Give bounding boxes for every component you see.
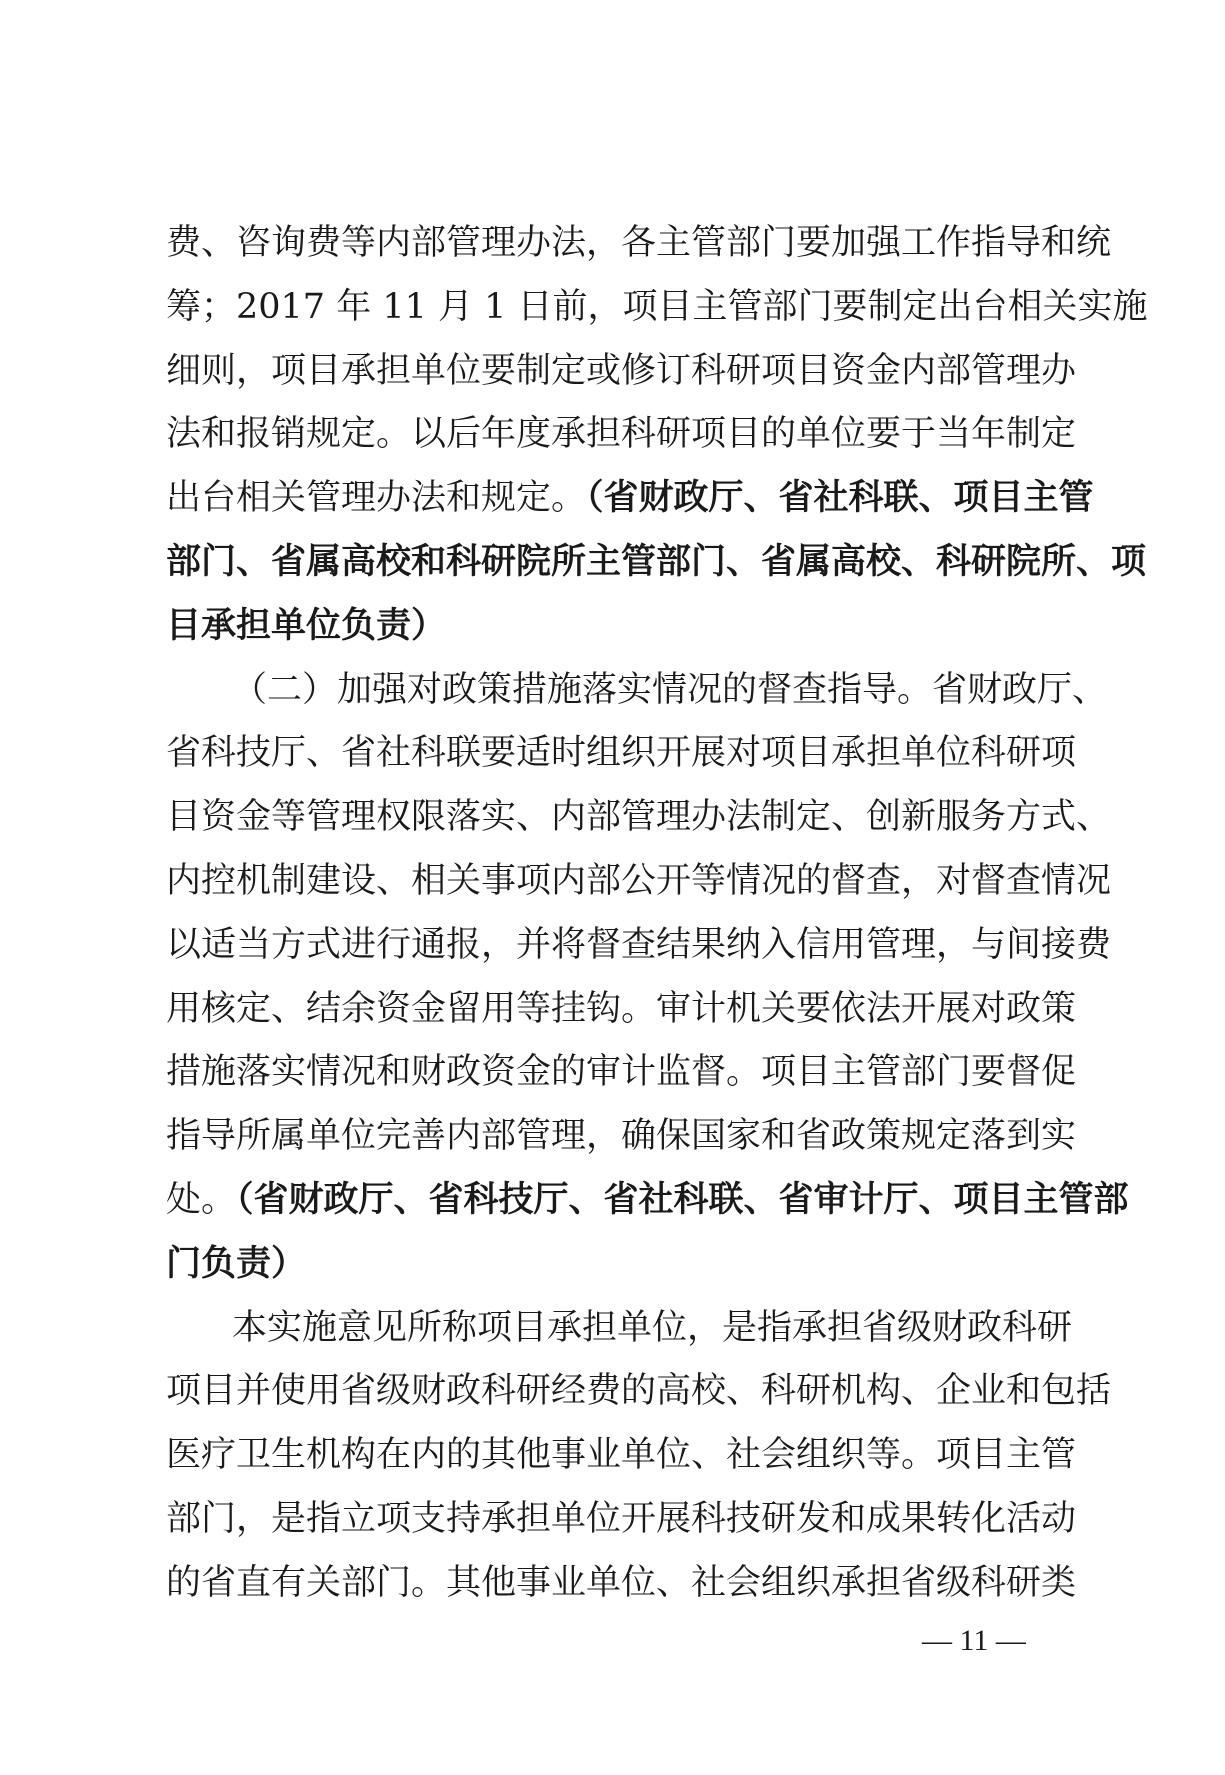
text-line-21: 部门，是指立项支持承担单位开展科技研发和成果转化活动 [166,1498,1077,1539]
text-line-16-plain: 处。 [166,1179,237,1220]
text-line-16 [166,1169,1129,1233]
text-line-5-bold: （省财政厅、省社科联、项目主管 [586,478,1094,519]
text-line-19: 项目并使用省级财政科研经费的高校、科研机构、企业和包括 [166,1371,1112,1412]
paragraph-3-line-1 [166,1297,1073,1361]
text-line-4: 法和报销规定。以后年度承担科研项目的单位要于当年制定 [166,414,1077,455]
text-line-3: 细则，项目承担单位要制定或修订科研项目资金内部管理办 [166,350,1077,391]
page-number: — 11 — [922,1624,1026,1657]
text-line-7: 目承担单位负责） [166,605,447,646]
text-line-6: 部门、省属高校和科研院所主管部门、省属高校、科研院所、项 [166,541,1147,582]
text-line-20: 医疗卫生机构在内的其他事业单位、社会组织等。项目主管 [166,1435,1077,1476]
text-line-5-plain: 出台相关管理办法和规定。 [166,478,587,519]
text-line-12: 以适当方式进行通报，并将督查结果纳入信用管理，与间接费 [166,924,1112,965]
text-line-17: 门负责） [166,1243,307,1284]
text-line-1: 费、咨询费等内部管理办法，各主管部门要加强工作指导和统 [166,223,1112,263]
text-line-9: 省科技厅、省社科联要适时组织开展对项目承担单位科研项 [166,733,1077,774]
paragraph-2-line-1-text: （二）加强对政策措施落实情况的督查指导。省财政厅、 [232,669,1108,710]
paragraph-2-line-1 [166,659,1108,723]
text-line-13: 用核定、结余资金留用等挂钩。审计机关要依法开展对政策 [166,988,1077,1029]
text-line-5 [166,467,1094,531]
text-line-14: 措施落实情况和财政资金的审计监督。项目主管部门要督促 [166,1052,1077,1093]
text-line-22: 的省直有关部门。其他事业单位、社会组织承担省级科研类 [166,1562,1077,1603]
text-line-2: 筹；2017 年 11 月 1 日前，项目主管部门要制定出台相关实施 [166,286,1148,327]
text-line-15: 指导所属单位完善内部管理，确保国家和省政策规定落到实 [166,1116,1077,1157]
body-text [166,212,1148,1616]
text-line-16-bold: （省财政厅、省科技厅、省社科联、省审计厅、项目主管部 [236,1179,1129,1220]
text-line-11: 内控机制建设、相关事项内部公开等情况的督查，对督查情况 [166,860,1112,901]
paragraph-3-line-1-text: 本实施意见所称项目承担单位，是指承担省级财政科研 [232,1307,1073,1348]
text-line-10: 目资金等管理权限落实、内部管理办法制定、创新服务方式、 [166,797,1112,838]
